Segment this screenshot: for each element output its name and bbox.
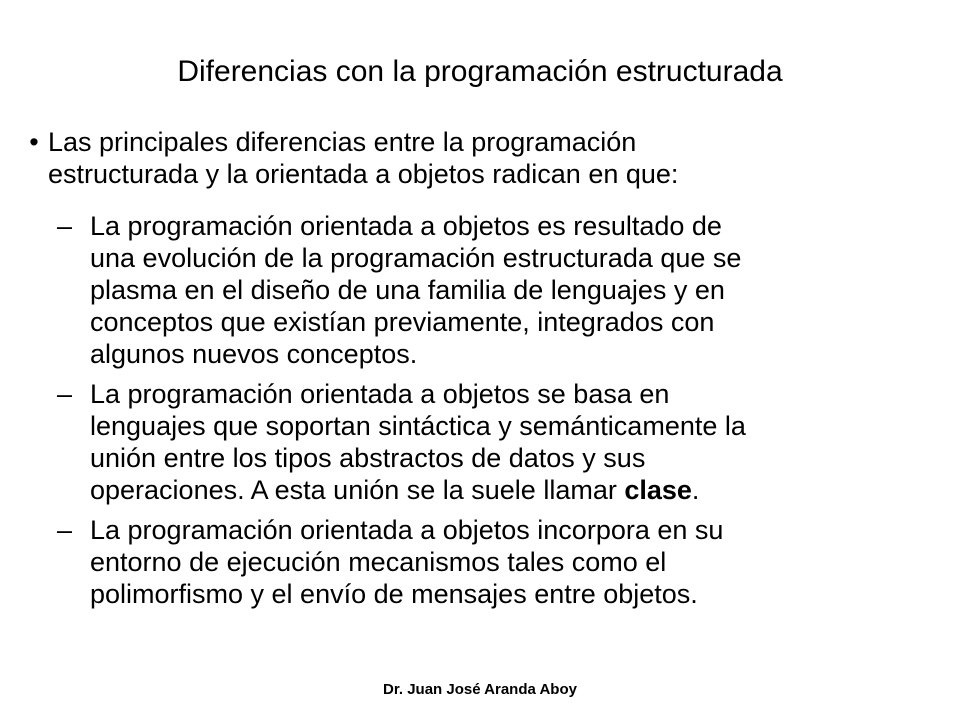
sub-bullet-text bbox=[90, 378, 937, 506]
dash-marker: – bbox=[57, 515, 73, 545]
bullet-marker: • bbox=[29, 127, 39, 157]
main-bullet bbox=[22, 126, 922, 190]
sub-bullet-text-after: . bbox=[691, 475, 700, 505]
dash-marker: – bbox=[57, 211, 73, 241]
dash-marker: – bbox=[57, 379, 73, 409]
sub-bullet-item bbox=[57, 514, 937, 610]
emphasis-term: clase bbox=[624, 475, 692, 505]
sub-bullet-text: La programación orientada a objetos es resultado de una evolución de la programación estructurada que se plasma en el diseño de una familia de lenguajes y en conceptos que existían previamente, integrados con algunos nuevos conceptos. bbox=[90, 211, 742, 369]
footer-author: Dr. Juan José Aranda Aboy bbox=[383, 681, 577, 698]
slide-title: Diferencias con la programación estructurada bbox=[177, 55, 783, 88]
sub-bullet-item bbox=[57, 378, 937, 506]
sub-bullet-text-before: La programación orientada a objetos se basa en lenguajes que soportan sintáctica y semánticamente la unión entre los tipos abstractos de datos y sus operaciones. A esta unión se la suele llamar bbox=[90, 379, 746, 505]
sub-bullet-text: La programación orientada a objetos incorpora en su entorno de ejecución mecanismos tales como el polimorfismo y el envío de mensajes entre objetos. bbox=[90, 515, 724, 609]
bullet-text: Las principales diferencias entre la programación estructurada y la orientada a objetos radican en que: bbox=[48, 127, 679, 189]
sub-bullet-item bbox=[57, 210, 937, 370]
sub-bullet-list bbox=[57, 210, 937, 618]
